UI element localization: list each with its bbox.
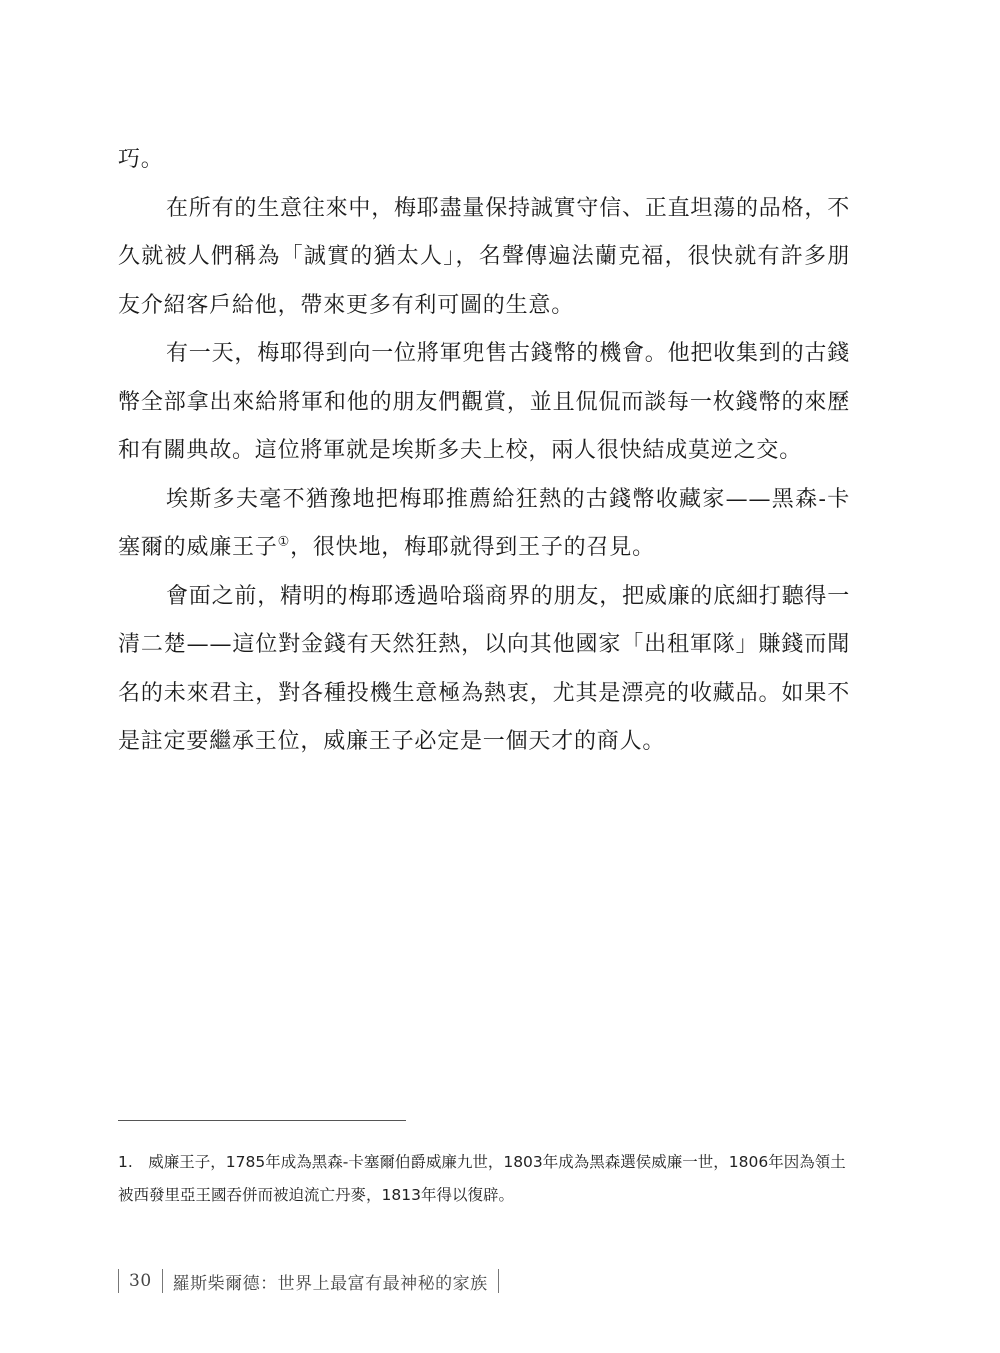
paragraph-prince-recommendation — [118, 476, 850, 573]
footnote-1: 1. 威廉王子，1785年成為黑森-卡塞爾伯爵威廉九世，1803年成為黑森選侯威廉一世，1806年因為領土被西發里亞王國吞併而被迫流亡丹麥，1813年得以復辟。 — [118, 1153, 846, 1204]
paragraph-prince-text-a: 埃斯多夫毫不猶豫地把梅耶推薦給狂熱的古錢幣收藏家——黑森-卡塞爾的威廉王子 — [118, 486, 850, 560]
main-text — [118, 136, 850, 767]
page-number: 30 — [129, 1271, 152, 1291]
footnote-marker[interactable]: ① — [277, 534, 291, 550]
paragraph-meeting: 會面之前，精明的梅耶透過哈瑙商界的朋友，把威廉的底細打聽得一清二楚——這位對金錢有天然狂熱，以向其他國家「出租軍隊」賺錢而聞名的未來君主，對各種投機生意極為熱衷，尤其是漂亮的收藏品。如果不是註定要繼承王位，威廉王子必定是一個天才的商人。 — [118, 583, 851, 754]
page-footer — [118, 1268, 499, 1294]
paragraph-continuation: 巧。 — [118, 147, 164, 172]
running-title: 羅斯柴爾德：世界上最富有最神秘的家族 — [172, 1273, 488, 1294]
paragraph-honesty: 在所有的生意往來中，梅耶盡量保持誠實守信、正直坦蕩的品格，不久就被人們稱為「誠實的猶太人」，名聲傳遍法蘭克福，很快就有許多朋友介紹客戶給他，帶來更多有利可圖的生意。 — [118, 195, 851, 318]
footnote-divider — [118, 1120, 406, 1121]
footer-divider-right — [498, 1269, 499, 1293]
paragraph-general: 有一天，梅耶得到向一位將軍兜售古錢幣的機會。他把收集到的古錢幣全部拿出來給將軍和他的朋友們觀賞，並且侃侃而談每一枚錢幣的來歷和有關典故。這位將軍就是埃斯多夫上校，兩人很快結成莫逆之交。 — [118, 341, 851, 463]
paragraph-prince-text-b: ，很快地，梅耶就得到王子的召見。 — [290, 535, 655, 560]
